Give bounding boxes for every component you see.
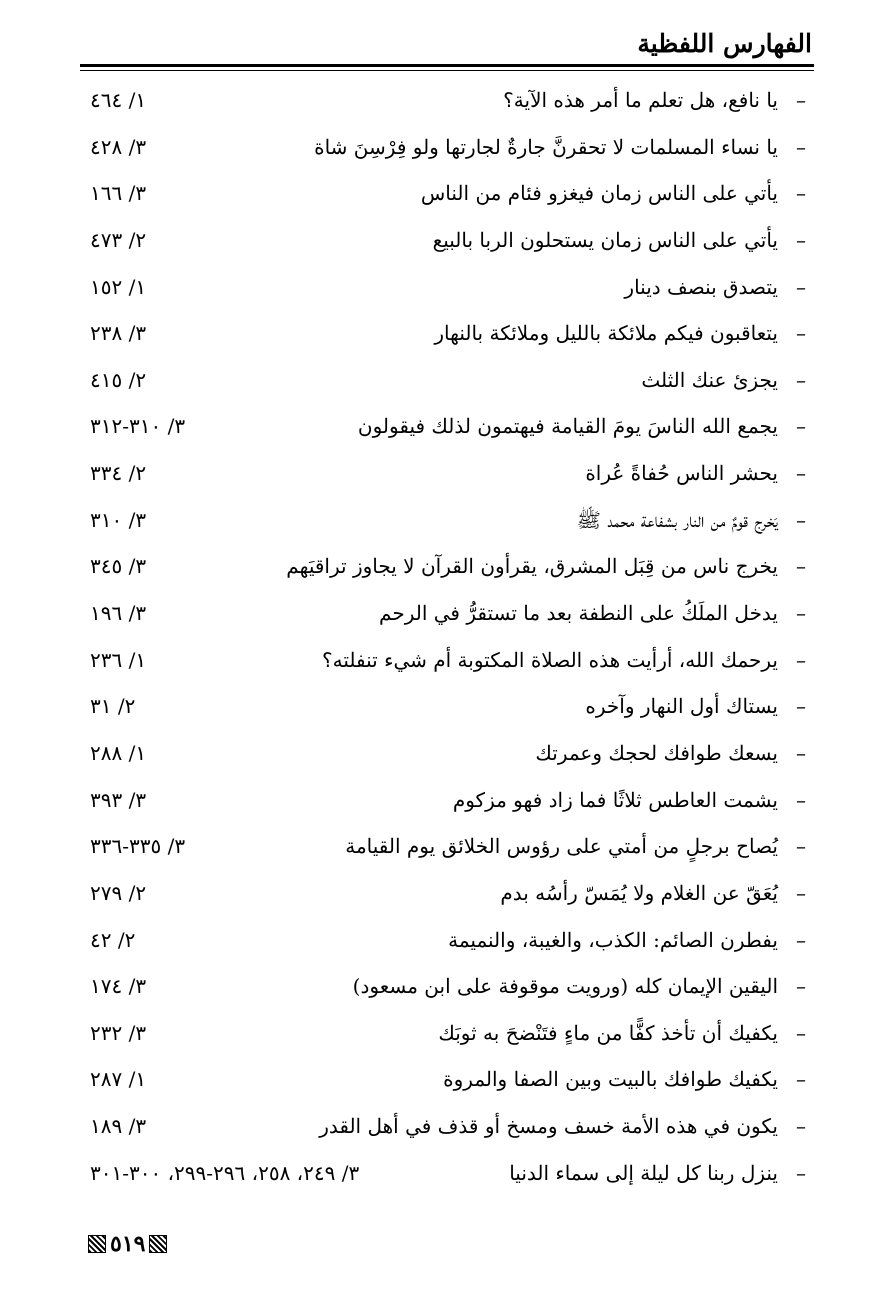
- entry-dash: –: [796, 974, 806, 999]
- entry-reference: ١/ ٢٨٧: [90, 1067, 147, 1092]
- entry-dash: –: [796, 927, 806, 952]
- entry-text: يخرج ناس من قِبَل المشرق، يقرأون القرآن لا يجاوز تراقيَهم: [286, 554, 778, 579]
- entry-text: يا نافع، هل تعلم ما أمر هذه الآية؟: [503, 88, 778, 112]
- running-header-title: الفهارس اللفظية: [637, 29, 812, 58]
- entry-text: اليقين الإيمان كله (ورويت موقوفة على ابن مسعود): [352, 974, 778, 999]
- entry-text: يكفيك أن تأخذ كفًّا من ماءٍ فتَنْضحَ به ثوبَك: [438, 1020, 778, 1045]
- index-entry: [80, 1103, 812, 1150]
- entry-dash: –: [796, 554, 806, 579]
- index-entry: [80, 170, 812, 217]
- entry-text: يُصاح برجلٍ من أمتي على رؤوس الخلائق يوم القيامة: [345, 834, 778, 859]
- index-entry-list: [80, 77, 812, 1196]
- decorative-square-icon: [149, 1235, 167, 1253]
- entry-text: يأتي على الناس زمان فيغزو فئام من الناس: [420, 181, 778, 206]
- entry-text: يتصدق بنصف دينار: [624, 274, 778, 299]
- entry-dash: –: [796, 787, 806, 812]
- index-entry: [80, 683, 812, 730]
- entry-dash: –: [796, 1067, 806, 1092]
- index-entry: [80, 823, 812, 870]
- index-entry: [80, 1010, 812, 1057]
- entry-dash: –: [796, 1020, 806, 1045]
- entry-dash: –: [796, 367, 806, 392]
- entry-text: يجزئ عنك الثلث: [641, 367, 778, 392]
- index-entry: [80, 497, 812, 544]
- decorative-square-icon: [88, 1235, 106, 1253]
- entry-dash: –: [796, 1114, 806, 1139]
- entry-reference: ٣/ ٣٩٣: [90, 787, 147, 812]
- entry-text: يستاك أول النهار وآخره: [585, 694, 778, 719]
- index-entry: [80, 1150, 812, 1197]
- entry-text: يحشر الناس حُفاةً عُراة: [585, 461, 778, 486]
- index-entry: [80, 777, 812, 824]
- index-entry: [80, 963, 812, 1010]
- entry-reference: ٢/ ٤٧٣: [90, 227, 147, 252]
- page-footer: [88, 1232, 167, 1256]
- entry-dash: –: [796, 461, 806, 486]
- index-entry: [80, 1056, 812, 1103]
- entry-reference: ٣/ ١٧٤: [90, 974, 147, 999]
- entry-reference: ٣/ ١٨٩: [90, 1114, 147, 1139]
- entry-dash: –: [796, 507, 806, 532]
- index-entry: [80, 870, 812, 917]
- entry-dash: –: [796, 601, 806, 626]
- entry-dash: –: [796, 321, 806, 346]
- index-entry: [80, 310, 812, 357]
- entry-text: يرحمك الله، أرأيت هذه الصلاة المكتوبة أم شيء تنفلته؟: [322, 647, 778, 672]
- entry-reference: ١/ ٤٦٤: [90, 88, 147, 112]
- page-number: ٥١٩: [110, 1231, 146, 1257]
- entry-reference: ٣/ ١٦٦: [90, 181, 147, 206]
- index-entry: [80, 403, 812, 450]
- entry-dash: –: [796, 181, 806, 206]
- entry-text: يفطرن الصائم: الكذب، والغيبة، والنميمة: [448, 927, 778, 952]
- entry-reference: ١/ ١٥٢: [90, 274, 147, 299]
- entry-text: يُعَقّ عن الغلام ولا يُمَسّ رأسُه بدم: [500, 880, 778, 905]
- entry-reference: ٣/ ٢٣٨: [90, 321, 147, 346]
- entry-reference: ٣/ ٣٤٥: [90, 554, 147, 579]
- entry-reference: ٢/ ٣٣٤: [90, 461, 147, 486]
- entry-reference: ٢/ ٢٧٩: [90, 880, 147, 905]
- index-entry: [80, 77, 812, 124]
- index-entry: [80, 450, 812, 497]
- entry-text: يا نساء المسلمات لا تحقرنَّ جارةٌ لجارتها ولو فِرْسِنَ شاة: [314, 134, 778, 159]
- entry-text: يسعك طوافك لحجك وعمرتك: [535, 740, 778, 765]
- header-rule-thick: [80, 64, 814, 67]
- entry-text: يدخل الملَكُ على النطفة بعد ما تستقرُّ في الرحم: [379, 601, 778, 626]
- entry-reference: ٣/ ٢٣٢: [90, 1020, 147, 1045]
- entry-reference: ٣/ ٢٤٩، ٢٥٨، ٢٩٦-٢٩٩، ٣٠٠-٣٠١: [90, 1160, 360, 1185]
- entry-reference: ١/ ٢٨٨: [90, 740, 147, 765]
- entry-reference: ٣/ ١٩٦: [90, 601, 147, 626]
- entry-text: يكون في هذه الأمة خسف ومسخ أو قذف في أهل القدر: [319, 1114, 778, 1139]
- index-entry: [80, 730, 812, 777]
- entry-text: يشمت العاطس ثلاثًا فما زاد فهو مزكوم: [452, 787, 778, 812]
- entry-reference: ٢/ ٤١٥: [90, 367, 147, 392]
- entry-reference: ٣/ ٣١٠-٣١٢: [90, 414, 186, 439]
- header-rule-thin: [80, 70, 814, 71]
- entry-dash: –: [796, 647, 806, 672]
- index-entry: [80, 590, 812, 637]
- entry-dash: –: [796, 274, 806, 299]
- entry-text: يَخرج قومٌ من النار بشفاعة محمد ﷺ: [576, 507, 778, 532]
- entry-dash: –: [796, 1160, 806, 1185]
- entry-reference: ١/ ٢٣٦: [90, 647, 147, 672]
- entry-dash: –: [796, 694, 806, 719]
- entry-dash: –: [796, 740, 806, 765]
- entry-dash: –: [796, 414, 806, 439]
- entry-dash: –: [796, 880, 806, 905]
- entry-text: يكفيك طوافك بالبيت وبين الصفا والمروة: [443, 1067, 778, 1092]
- index-entry: [80, 917, 812, 964]
- index-entry: [80, 637, 812, 684]
- entry-text: يجمع الله الناسَ يومَ القيامة فيهتمون لذلك فيقولون: [357, 414, 778, 439]
- index-entry: [80, 543, 812, 590]
- entry-text: ينزل ربنا كل ليلة إلى سماء الدنيا: [509, 1160, 778, 1185]
- entry-dash: –: [796, 134, 806, 159]
- entry-reference: ٢/ ٤٢: [90, 927, 136, 952]
- index-entry: [80, 217, 812, 264]
- index-entry: [80, 264, 812, 311]
- index-entry: [80, 124, 812, 171]
- entry-text: يأتي على الناس زمان يستحلون الربا بالبيع: [432, 227, 778, 252]
- entry-dash: –: [796, 227, 806, 252]
- entry-reference: ٣/ ٣٣٥-٣٣٦: [90, 834, 186, 859]
- entry-reference: ٣/ ٤٢٨: [90, 134, 147, 159]
- entry-reference: ٣/ ٣١٠: [90, 507, 147, 532]
- entry-dash: –: [796, 88, 806, 112]
- entry-dash: –: [796, 834, 806, 859]
- entry-reference: ٢/ ٣١: [90, 694, 136, 719]
- index-entry: [80, 357, 812, 404]
- entry-text: يتعاقبون فيكم ملائكة بالليل وملائكة بالنهار: [434, 321, 778, 346]
